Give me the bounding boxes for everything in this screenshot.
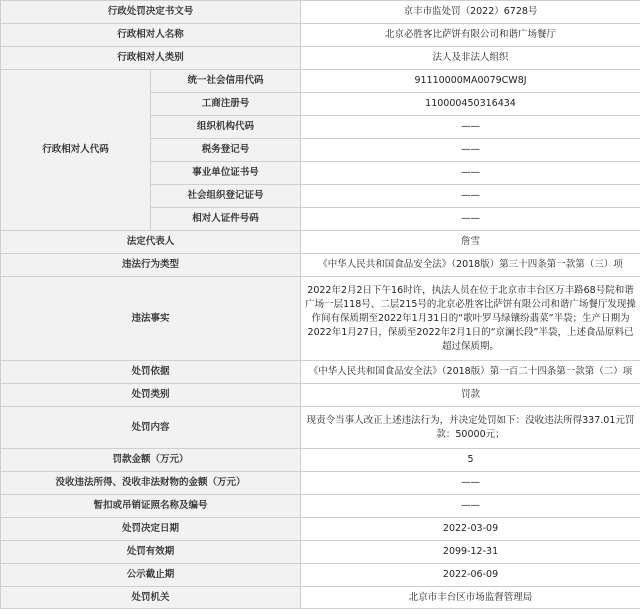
publish-deadline-value: 2022-06-09: [301, 564, 640, 587]
row-violation-type: [1, 254, 640, 277]
id-no-label: 相对人证件号码: [151, 208, 301, 231]
social-org-label: 社会组织登记证号: [151, 185, 301, 208]
social-org-value: ——: [301, 185, 640, 208]
biz-reg-label: 工商注册号: [151, 93, 301, 116]
authority-label: 处罚机关: [1, 587, 301, 609]
row-party-type: [1, 47, 640, 70]
tax-reg-value: ——: [301, 139, 640, 162]
id-no-value: ——: [301, 208, 640, 231]
license-label: 暂扣或吊销证照名称及编号: [1, 495, 301, 518]
tax-reg-label: 税务登记号: [151, 139, 301, 162]
row-decision-date: [1, 518, 640, 541]
inst-cert-value: ——: [301, 162, 640, 185]
row-category: [1, 384, 640, 407]
decision-date-value: 2022-03-09: [301, 518, 640, 541]
codes-group-label: 行政相对人代码: [1, 70, 151, 231]
legal-rep-label: 法定代表人: [1, 231, 301, 254]
row-license: [1, 495, 640, 518]
row-content: [1, 407, 640, 449]
basis-label: 处罚依据: [1, 361, 301, 384]
org-code-value: ——: [301, 116, 640, 139]
decision-date-label: 处罚决定日期: [1, 518, 301, 541]
party-type-value: 法人及非法人组织: [301, 47, 640, 70]
row-confiscation: [1, 472, 640, 495]
publish-deadline-label: 公示截止期: [1, 564, 301, 587]
row-basis: [1, 361, 640, 384]
row-credit-code: [1, 70, 640, 93]
facts-label: 违法事实: [1, 277, 301, 361]
party-name-value: 北京必胜客比萨饼有限公司和谐广场餐厅: [301, 24, 640, 47]
credit-code-value: 91110000MA0079CW8J: [301, 70, 640, 93]
party-type-label: 行政相对人类别: [1, 47, 301, 70]
row-party-name: [1, 24, 640, 47]
valid-until-value: 2099-12-31: [301, 541, 640, 564]
content-value: 现责令当事人改正上述违法行为，并决定处罚如下：没收违法所得337.01元罚款：50000元；: [301, 407, 640, 449]
category-value: 罚款: [301, 384, 640, 407]
credit-code-label: 统一社会信用代码: [151, 70, 301, 93]
license-value: ——: [301, 495, 640, 518]
legal-rep-value: 詹雪: [301, 231, 640, 254]
fine-label: 罚款金额（万元）: [1, 449, 301, 472]
violation-type-value: 《中华人民共和国食品安全法》（2018版）第三十四条第一款第（三）项: [301, 254, 640, 277]
biz-reg-value: 110000450316434: [301, 93, 640, 116]
violation-type-label: 违法行为类型: [1, 254, 301, 277]
row-publish-deadline: [1, 564, 640, 587]
org-code-label: 组织机构代码: [151, 116, 301, 139]
row-facts: [1, 277, 640, 361]
inst-cert-label: 事业单位证书号: [151, 162, 301, 185]
basis-value: 《中华人民共和国食品安全法》（2018版）第一百二十四条第一款第（二）项: [301, 361, 640, 384]
facts-value: 2022年2月2日下午16时许，执法人员在位于北京市丰台区万丰路68号院和谐广场一层118号、二层215号的北京必胜客比萨饼有限公司和谐广场餐厅发现操作间有保质期至2022年1月31日的“歌叶罗马绿镶纷翡菜”半袋；生产日期为2022年1月27日，保质至2022年2月1日的“京澜长段”半袋，上述食品原料已超过保质期。: [301, 277, 640, 361]
doc-no-value: 京丰市监处罚（2022）6728号: [301, 1, 640, 24]
row-fine: [1, 449, 640, 472]
confiscation-value: ——: [301, 472, 640, 495]
category-label: 处罚类别: [1, 384, 301, 407]
row-doc-no: [1, 1, 640, 24]
fine-value: 5: [301, 449, 640, 472]
party-name-label: 行政相对人名称: [1, 24, 301, 47]
row-valid-until: [1, 541, 640, 564]
content-label: 处罚内容: [1, 407, 301, 449]
row-legal-rep: [1, 231, 640, 254]
doc-no-label: 行政处罚决定书文号: [1, 1, 301, 24]
authority-value: 北京市丰台区市场监督管理局: [301, 587, 640, 609]
confiscation-label: 没收违法所得、没收非法财物的金额（万元）: [1, 472, 301, 495]
valid-until-label: 处罚有效期: [1, 541, 301, 564]
row-authority: [1, 587, 640, 609]
